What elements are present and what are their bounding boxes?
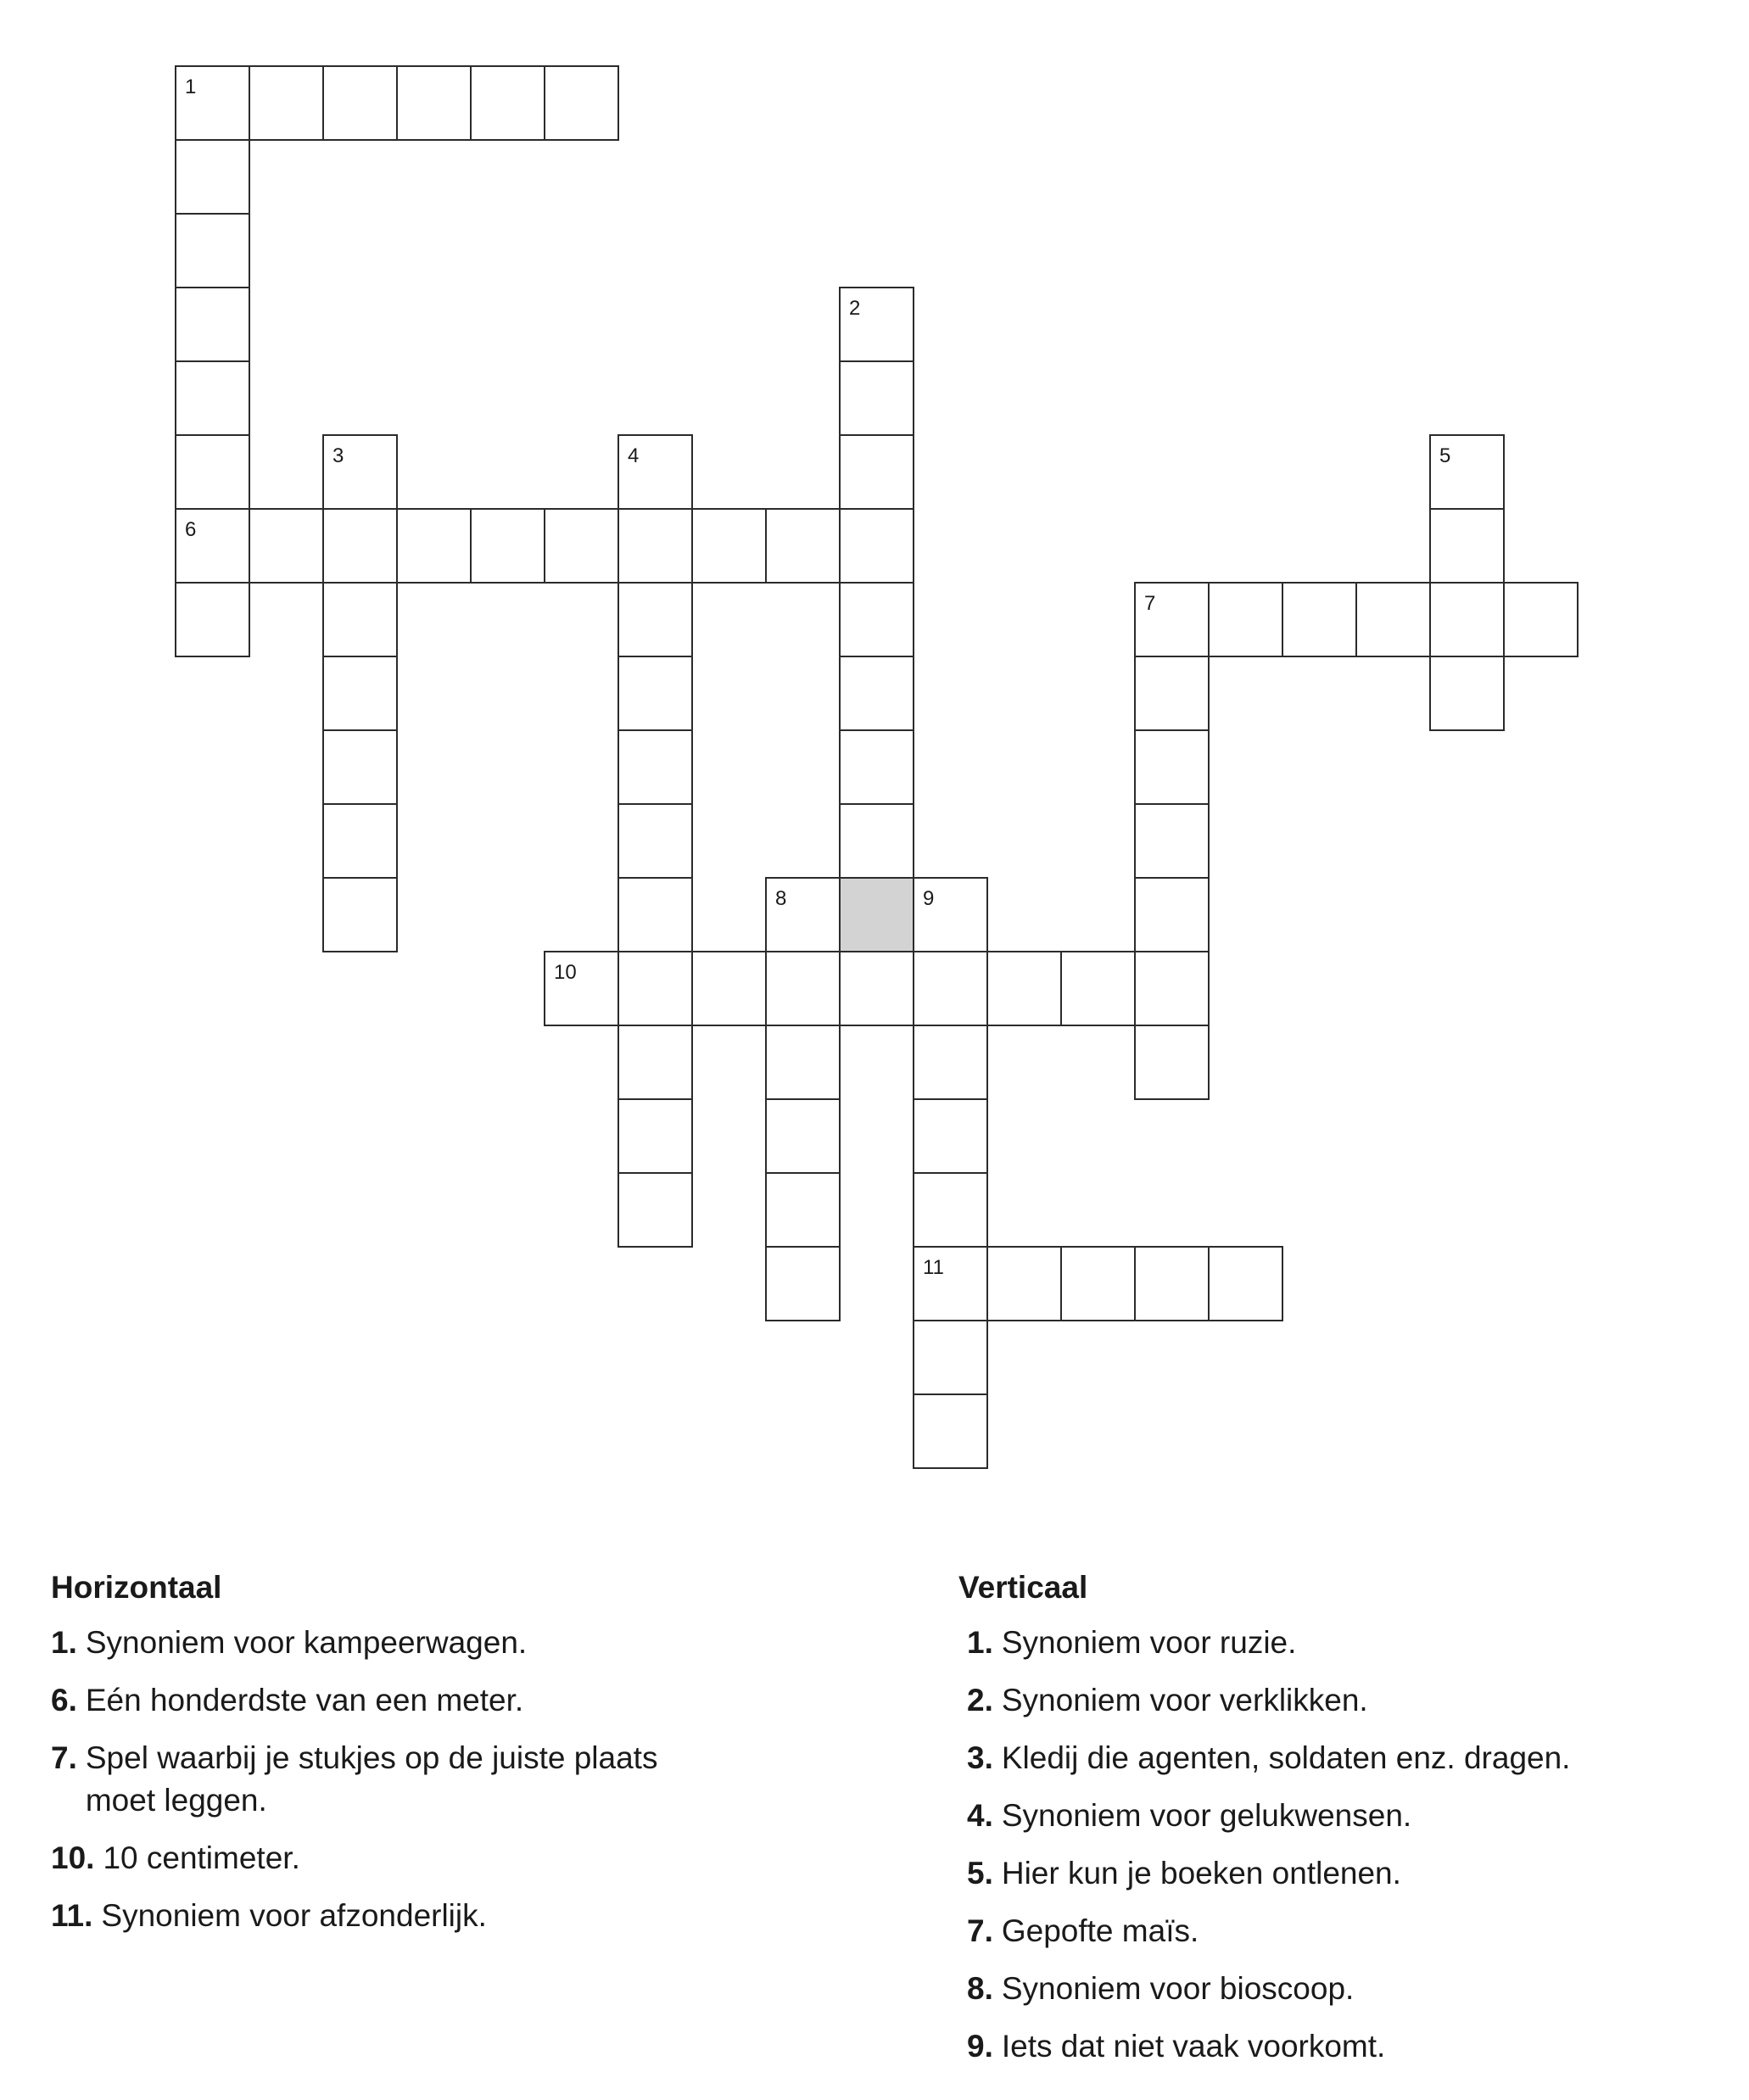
clue-number-label: 7 — [1144, 592, 1156, 615]
crossword-cell[interactable] — [1503, 582, 1579, 657]
crossword-cell[interactable] — [617, 729, 693, 805]
clues-across-heading: Horizontaal — [51, 1570, 222, 1605]
crossword-cell[interactable] — [765, 508, 841, 584]
crossword-cell[interactable] — [175, 213, 250, 288]
crossword-cell[interactable] — [839, 729, 914, 805]
clue-text: Gepofte maïs. — [1001, 1913, 1199, 1948]
clue-down-1 — [958, 1622, 1722, 1664]
crossword-cell[interactable] — [617, 1098, 693, 1174]
crossword-cell[interactable] — [175, 360, 250, 436]
crossword-cell[interactable] — [1355, 582, 1431, 657]
clue-number: 5. — [967, 1856, 993, 1891]
crossword-cell[interactable] — [913, 1172, 988, 1248]
clue-number-label: 8 — [775, 887, 787, 910]
clue-number: 9. — [967, 2029, 993, 2064]
crossword-cell[interactable] — [839, 360, 914, 436]
crossword-cell[interactable] — [249, 508, 324, 584]
crossword-cell[interactable] — [617, 582, 693, 657]
clue-text: Iets dat niet vaak voorkomt. — [1001, 2029, 1386, 2064]
clues-down-heading: Verticaal — [958, 1570, 1088, 1605]
crossword-cell[interactable] — [913, 1098, 988, 1174]
crossword-cell[interactable] — [913, 1393, 988, 1469]
crossword-cell[interactable] — [175, 287, 250, 362]
crossword-cell[interactable] — [617, 803, 693, 879]
clue-number: 1. — [967, 1625, 993, 1660]
crossword-cell[interactable] — [175, 65, 250, 141]
crossword-cell[interactable] — [1134, 951, 1210, 1026]
clue-text: Eén honderdste van een meter. — [85, 1683, 524, 1717]
crossword-cell[interactable] — [765, 1025, 841, 1100]
crossword-cell[interactable] — [322, 803, 398, 879]
clue-text: Synoniem voor ruzie. — [1001, 1625, 1297, 1660]
clue-down-5 — [958, 1852, 1722, 1895]
clue-down-7 — [958, 1910, 1722, 1952]
clue-down-3 — [958, 1737, 1722, 1779]
clue-number: 8. — [967, 1971, 993, 2006]
crossword-cell[interactable] — [839, 951, 914, 1026]
clue-down-9 — [958, 2025, 1722, 2068]
crossword-cell[interactable] — [839, 287, 914, 362]
crossword-cell[interactable] — [1429, 434, 1505, 510]
clue-text: Kledij die agenten, soldaten enz. dragen. — [1001, 1740, 1571, 1775]
clues-down-section — [958, 1569, 1722, 2083]
crossword-cell[interactable] — [839, 656, 914, 731]
crossword-cell[interactable] — [986, 951, 1062, 1026]
clue-number: 3. — [967, 1740, 993, 1775]
crossword-cell[interactable] — [1060, 951, 1136, 1026]
clue-number: 4. — [967, 1798, 993, 1833]
clue-text: Spel waarbij je stukjes op de juiste plaats moet leggen. — [85, 1740, 658, 1818]
clue-down-8 — [958, 1968, 1722, 2010]
clue-number: 11. — [51, 1898, 93, 1933]
crossword-cell[interactable] — [617, 1172, 693, 1248]
clue-down-2 — [958, 1679, 1722, 1722]
crossword-cell[interactable] — [1208, 582, 1283, 657]
crossword-cell[interactable] — [765, 1172, 841, 1248]
clue-number: 6. — [51, 1683, 77, 1717]
crossword-cell[interactable] — [396, 65, 472, 141]
clue-number-label: 3 — [332, 444, 344, 467]
crossword-cell[interactable] — [839, 508, 914, 584]
clue-across-7 — [51, 1737, 882, 1822]
clue-across-10 — [51, 1837, 882, 1879]
clue-text: Synoniem voor bioscoop. — [1001, 1971, 1355, 2006]
crossword-cell[interactable] — [691, 508, 767, 584]
clue-number-label: 4 — [628, 444, 640, 467]
crossword-cell[interactable] — [913, 877, 988, 952]
clue-text: Synoniem voor verklikken. — [1001, 1683, 1368, 1717]
clue-number-label: 5 — [1439, 444, 1451, 467]
crossword-cell[interactable] — [1134, 1246, 1210, 1321]
crossword-cell[interactable] — [322, 508, 398, 584]
crossword-cell[interactable] — [1134, 582, 1210, 657]
crossword-cell[interactable] — [322, 729, 398, 805]
crossword-cell[interactable] — [1134, 729, 1210, 805]
clue-across-6 — [51, 1679, 882, 1722]
crossword-cell[interactable] — [1134, 656, 1210, 731]
crossword-cell[interactable] — [175, 434, 250, 510]
crossword-cell[interactable] — [765, 951, 841, 1026]
crossword-cell[interactable] — [839, 434, 914, 510]
clue-text: Synoniem voor kampeerwagen. — [85, 1625, 528, 1660]
clue-number-label: 1 — [185, 75, 197, 98]
clue-text: Synoniem voor gelukwensen. — [1001, 1798, 1412, 1833]
crossword-cell[interactable] — [175, 139, 250, 215]
crossword-cell[interactable] — [470, 65, 545, 141]
crossword-cell[interactable] — [765, 877, 841, 952]
clue-number-label: 2 — [849, 297, 861, 320]
crossword-cell[interactable] — [1429, 582, 1505, 657]
crossword-cell[interactable] — [544, 65, 619, 141]
crossword-cell[interactable] — [322, 656, 398, 731]
clue-number: 10. — [51, 1840, 95, 1875]
crossword-cell[interactable] — [1134, 877, 1210, 952]
crossword-cell[interactable] — [913, 1246, 988, 1321]
crossword-cell[interactable] — [175, 508, 250, 584]
clue-text: Hier kun je boeken ontlenen. — [1001, 1856, 1401, 1891]
crossword-cell[interactable] — [765, 1246, 841, 1321]
crossword-cell[interactable] — [1060, 1246, 1136, 1321]
clue-text: 10 centimeter. — [103, 1840, 300, 1875]
crossword-cell[interactable] — [839, 803, 914, 879]
clues-across-section — [51, 1569, 882, 1952]
crossword-cell[interactable] — [617, 656, 693, 731]
clue-number: 2. — [967, 1683, 993, 1717]
clue-number-label: 10 — [554, 961, 577, 984]
crossword-cell[interactable] — [617, 951, 693, 1026]
clue-number: 7. — [51, 1740, 77, 1775]
crossword-cell[interactable] — [470, 508, 545, 584]
crossword-cell[interactable] — [1208, 1246, 1283, 1321]
crossword-cell[interactable] — [175, 582, 250, 657]
clue-text: Synoniem voor afzonderlijk. — [101, 1898, 487, 1933]
crossword-cell[interactable] — [544, 508, 619, 584]
crossword-cell[interactable] — [986, 1246, 1062, 1321]
crossword-cell[interactable] — [913, 1320, 988, 1395]
crossword-cell[interactable] — [765, 1098, 841, 1174]
crossword-cell[interactable] — [322, 65, 398, 141]
crossword-cell[interactable] — [1282, 582, 1357, 657]
crossword-cell[interactable] — [691, 951, 767, 1026]
crossword-cell[interactable] — [544, 951, 619, 1026]
clue-number: 1. — [51, 1625, 77, 1660]
crossword-cell[interactable] — [249, 65, 324, 141]
crossword-cell[interactable] — [617, 434, 693, 510]
clue-down-4 — [958, 1795, 1722, 1837]
clue-across-11 — [51, 1895, 882, 1937]
crossword-cell[interactable] — [1429, 508, 1505, 584]
clue-across-1 — [51, 1622, 882, 1664]
clue-number-label: 6 — [185, 518, 197, 541]
crossword-cell[interactable] — [1134, 1025, 1210, 1100]
clue-number: 7. — [967, 1913, 993, 1948]
crossword-cell[interactable] — [839, 582, 914, 657]
crossword-cell[interactable] — [617, 877, 693, 952]
clue-number-label: 9 — [923, 887, 935, 910]
crossword-cell[interactable] — [913, 951, 988, 1026]
crossword-cell[interactable] — [322, 877, 398, 952]
clue-number-label: 11 — [923, 1256, 944, 1279]
crossword-cell[interactable] — [617, 508, 693, 584]
crossword-cell[interactable] — [1134, 803, 1210, 879]
crossword-cell[interactable] — [617, 1025, 693, 1100]
crossword-cell[interactable] — [322, 434, 398, 510]
crossword-cell[interactable] — [1429, 656, 1505, 731]
crossword-cell[interactable] — [913, 1025, 988, 1100]
crossword-cell[interactable] — [396, 508, 472, 584]
crossword-cell[interactable] — [322, 582, 398, 657]
crossword-shaded-cell — [839, 877, 914, 952]
